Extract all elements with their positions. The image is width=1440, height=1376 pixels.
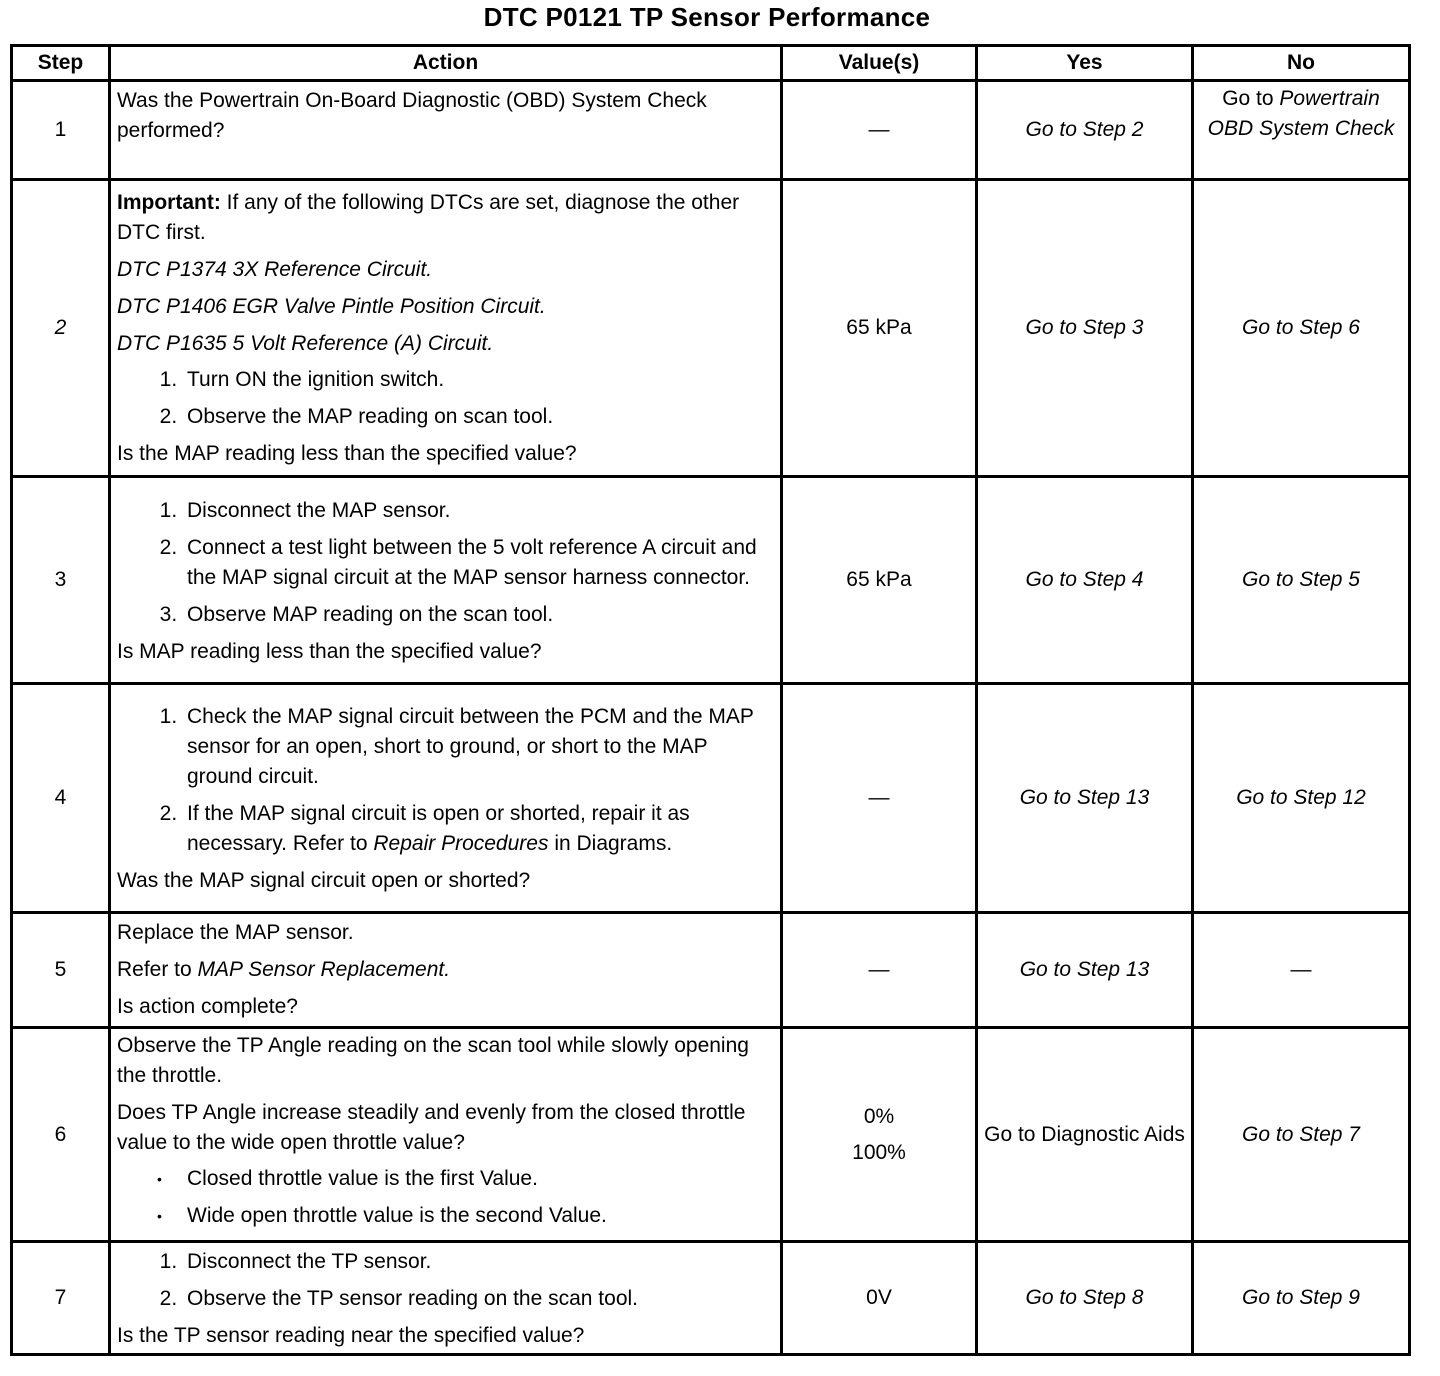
yes-cell: Go to Step 8 [977,1242,1193,1355]
bullet-item: • Closed throttle value is the first Value. [183,1164,774,1194]
procedure-step: 1. Disconnect the MAP sensor. [183,496,774,526]
yes-cell: Go to Step 13 [977,913,1193,1028]
action-cell [110,180,782,477]
action-text: Observe the TP Angle reading on the scan tool while slowly opening the throttle. [117,1034,749,1087]
procedure-step: 2. Observe the MAP reading on scan tool. [183,402,774,432]
header-step: Step [12,46,110,81]
procedure-step: 1. Disconnect the TP sensor. [183,1247,774,1277]
no-cell: Go to Step 9 [1193,1242,1410,1355]
step-text: in Diagrams. [554,832,673,855]
dtc-reference: DTC P1374 3X Reference Circuit. [117,257,433,281]
refer-line [117,955,774,985]
no-cell: Go to Step 12 [1193,684,1410,913]
header-row [12,46,1410,81]
header-yes: Yes [977,46,1193,81]
important-note [117,188,774,248]
procedure-steps [117,1247,774,1314]
action-cell [110,1242,782,1355]
header-action: Action [110,46,782,81]
table-row [12,477,1410,684]
action-cell [110,1028,782,1242]
step-number: 2 [12,180,110,477]
question: Was the MAP signal circuit open or shorted? [117,869,531,892]
value-dash: — [868,118,890,141]
value-cell: — [782,684,977,913]
yes-cell: Go to Step 4 [977,477,1193,684]
step-number: 5 [12,913,110,1028]
procedure-steps [117,496,774,630]
action-text: Replace the MAP sensor. [117,921,354,944]
step-text: If the MAP signal circuit is open or shorted, repair it as necessary. Refer to [187,802,690,855]
action-cell [110,684,782,913]
value-cell [782,1028,977,1242]
page-title: DTC P0121 TP Sensor Performance [483,2,931,32]
step-reference: Repair Procedures [373,832,549,855]
no-cell [1193,81,1410,180]
no-prefix: Go to [1222,87,1274,110]
important-text: If any of the following DTCs are set, diagnose the other DTC first. [117,190,740,244]
procedure-step: 1. Turn ON the ignition switch. [183,365,774,395]
value-open: 100% [852,1140,906,1164]
refer-reference: MAP Sensor Replacement. [197,958,451,981]
diagnostic-table [10,44,1411,1356]
value-cell: 65 kPa [782,180,977,477]
procedure-step: 2. Connect a test light between the 5 volt reference A circuit and the MAP signal circuit at the MAP sensor harness connector. [183,533,774,593]
step-number: 7 [12,1242,110,1355]
no-cell: Go to Step 5 [1193,477,1410,684]
refer-prefix: Refer to [117,958,192,981]
value-closed: 0% [863,1104,895,1128]
important-label: Important: [117,190,221,214]
header-values: Value(s) [782,46,977,81]
step-number: 4 [12,684,110,913]
action-cell [110,81,782,180]
procedure-step [183,799,774,859]
bullet-list [117,1164,774,1231]
yes-cell: Go to Diagnostic Aids [977,1028,1193,1242]
action-cell [110,477,782,684]
table-row [12,913,1410,1028]
yes-cell: Go to Step 13 [977,684,1193,913]
yes-cell: Go to Step 3 [977,180,1193,477]
question: Is action complete? [117,995,298,1018]
value-cell: 0V [782,1242,977,1355]
action-text: Was the Powertrain On-Board Diagnostic (OBD) System Check performed? [117,89,707,142]
value-cell: 65 kPa [782,477,977,684]
table-row [12,180,1410,477]
step-number: 6 [12,1028,110,1242]
yes-cell: Go to Step 2 [977,81,1193,180]
value-cell: — [782,913,977,1028]
procedure-steps [117,702,774,859]
question: Is the TP sensor reading near the specified value? [117,1324,585,1347]
no-cell: Go to Step 7 [1193,1028,1410,1242]
action-cell [110,913,782,1028]
procedure-step: 2. Observe the TP sensor reading on the scan tool. [183,1284,774,1314]
table-row [12,1028,1410,1242]
question: Is MAP reading less than the specified value? [117,639,542,663]
procedure-steps [117,365,774,432]
no-cell: Go to Step 6 [1193,180,1410,477]
dtc-reference: DTC P1635 5 Volt Reference (A) Circuit. [117,331,494,355]
no-cell: — [1193,913,1410,1028]
dtc-reference: DTC P1406 EGR Valve Pintle Position Circuit. [117,294,546,318]
bullet-item: • Wide open throttle value is the second Value. [183,1201,774,1231]
step-number: 3 [12,477,110,684]
step-number: 1 [12,81,110,180]
value-cell [782,81,977,180]
action-text: Does TP Angle increase steadily and evenly from the closed throttle value to the wide open throttle value? [117,1101,746,1154]
table-row [12,684,1410,913]
no-italic: Powertrain OBD System Check [1207,87,1395,140]
question: Is the MAP reading less than the specified value? [117,441,577,465]
table-row [12,1242,1410,1355]
header-no: No [1193,46,1410,81]
procedure-step: 3. Observe MAP reading on the scan tool. [183,600,774,630]
table-row [12,81,1410,180]
procedure-step: 1. Check the MAP signal circuit between the PCM and the MAP sensor for an open, short to ground, or short to the MAP ground circuit. [183,702,774,792]
